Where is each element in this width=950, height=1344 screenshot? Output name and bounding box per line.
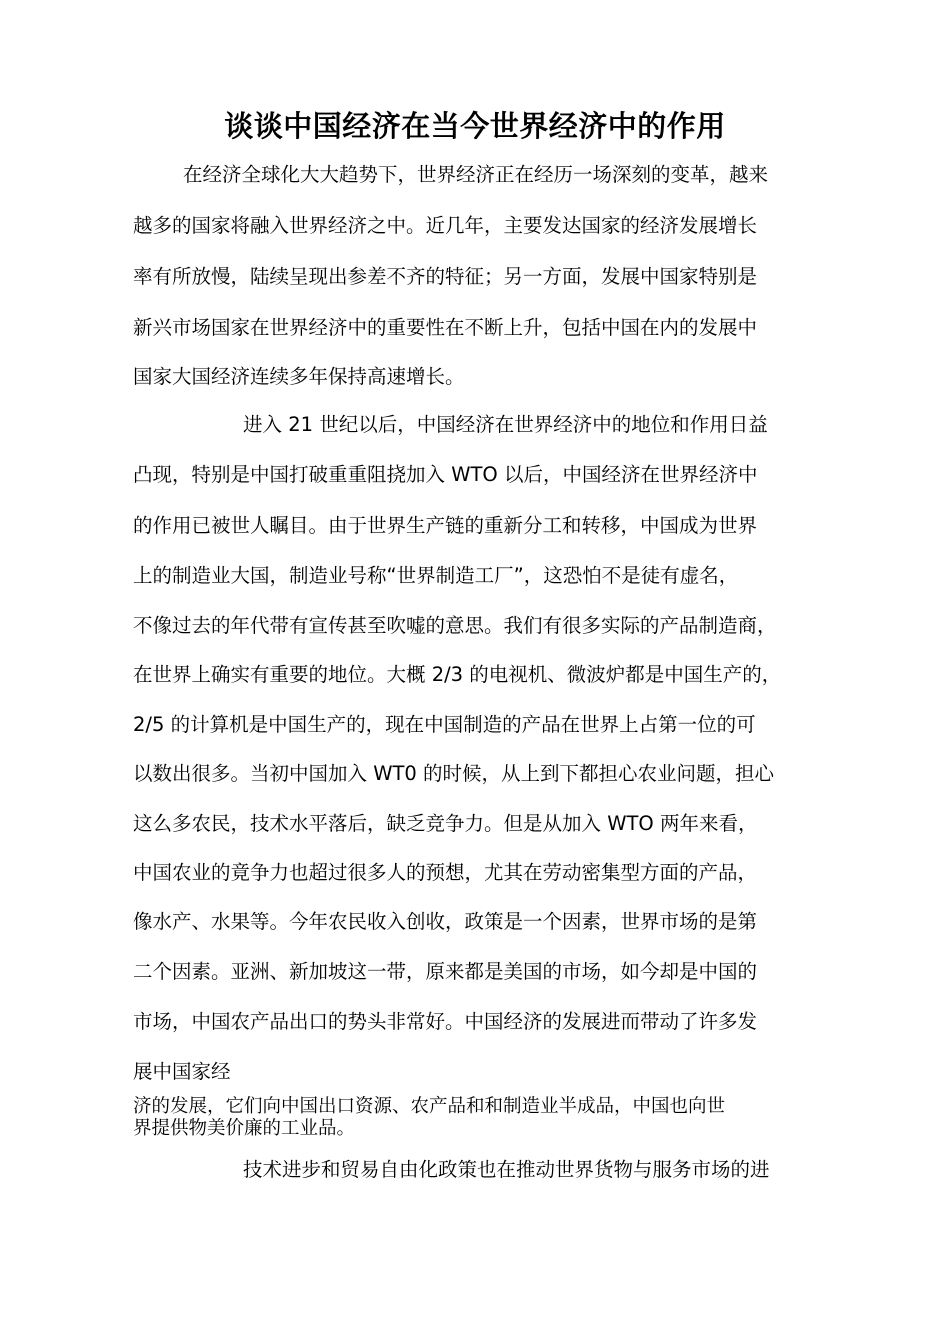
paragraph-line: 越多的国家将融入世界经济之中。近几年，主要发达国家的经济发展增长 — [133, 214, 758, 237]
paragraph-line: 上的制造业大国，制造业号称“世界制造工厂”，这恐怕不是徒有虚名， — [133, 564, 739, 587]
paragraph-line: 不像过去的年代带有宣传甚至吹嘘的意思。我们有很多实际的产品制造商， — [133, 614, 777, 637]
document-title: 谈谈中国经济在当今世界经济中的作用 — [224, 109, 726, 143]
paragraph-line: 国家大国经济连续多年保持高速增长。 — [133, 365, 465, 388]
paragraph-line: 凸现，特别是中国打破重重阻挠加入 WTO 以后，中国经济在世界经济中 — [133, 463, 758, 486]
paragraph-line: 界提供物美价廉的工业品。 — [133, 1118, 356, 1139]
paragraph-line: 的作用已被世人瞩目。由于世界生产链的重新分工和转移，中国成为世界 — [133, 514, 758, 537]
paragraph-line: 以数出很多。当初中国加入 WT0 的时候，从上到下都担心农业问题，担心 — [133, 762, 774, 785]
paragraph-line: 这么多农民，技术水平落后，缺乏竞争力。但是从加入 WTO 两年来看， — [133, 812, 758, 835]
paragraph-line: 进入 21 世纪以后，中国经济在世界经济中的地位和作用日益 — [243, 413, 768, 436]
paragraph-line: 展中国家经 — [133, 1060, 231, 1083]
paragraph-line: 济的发展，它们向中国出口资源、农产品和和制造业半成品，中国也向世 — [133, 1096, 726, 1117]
paragraph-line: 2/5 的计算机是中国生产的，现在中国制造的产品在世界上占第一位的可 — [133, 713, 756, 736]
paragraph-line: 在经济全球化大大趋势下，世界经济正在经历一场深刻的变革，越来 — [183, 163, 769, 186]
paragraph-line: 市场，中国农产品出口的势头非常好。中国经济的发展进而带动了许多发 — [133, 1010, 758, 1033]
paragraph-line: 率有所放慢，陆续呈现出参差不齐的特征；另一方面，发展中国家特别是 — [133, 265, 758, 288]
paragraph-line: 在世界上确实有重要的地位。大概 2/3 的电视机、微波炉都是中国生产的， — [133, 663, 782, 686]
paragraph-line: 二个因素。亚洲、新加坡这一带，原来都是美国的市场，如今却是中国的 — [133, 960, 758, 983]
paragraph-line: 中国农业的竟争力也超过很多人的预想，尤其在劳动密集型方面的产品， — [133, 861, 758, 884]
paragraph-line: 像水产、水果等。今年农民收入创收，政策是一个因素，世界市场的是第 — [133, 910, 758, 933]
paragraph-line: 新兴市场国家在世界经济中的重要性在不断上升，包括中国在内的发展中 — [133, 316, 758, 339]
paragraph-line: 技术进步和贸易自由化政策也在推动世界货物与服务市场的进 — [243, 1158, 770, 1181]
